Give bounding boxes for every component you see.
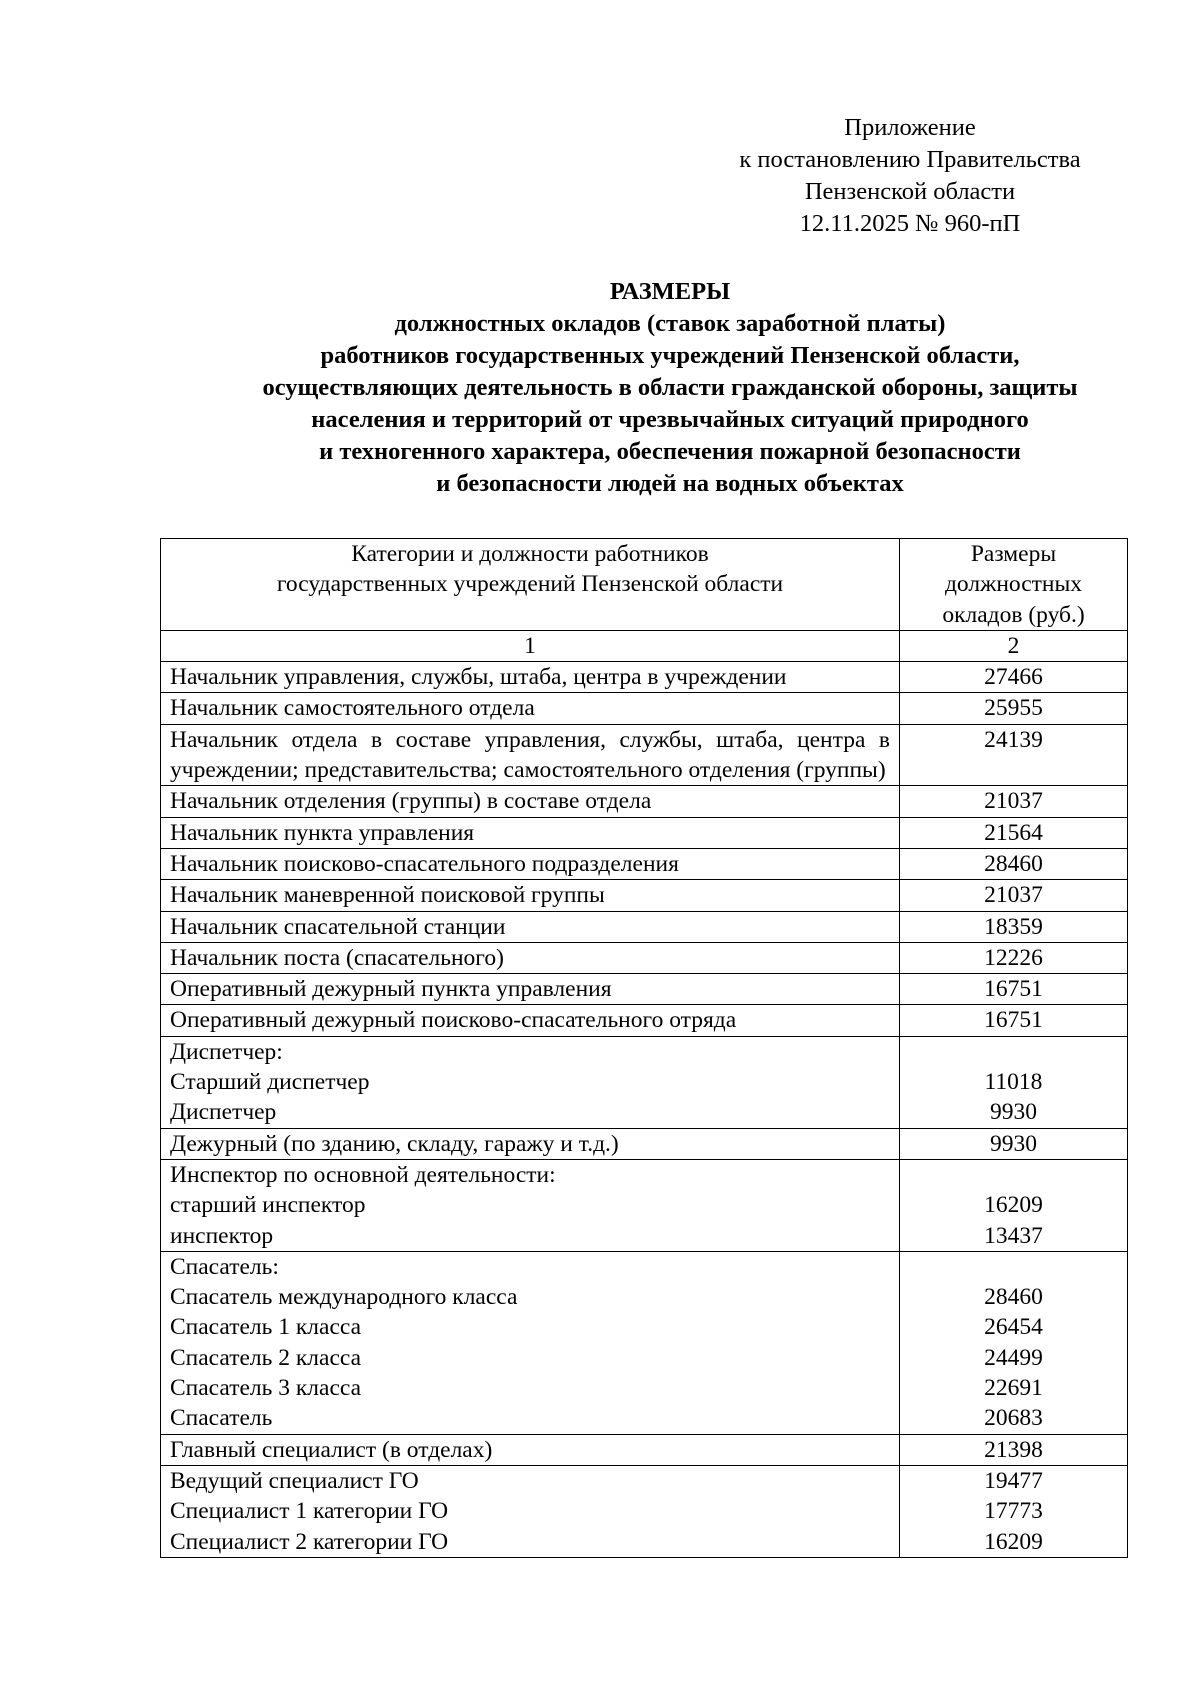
table-row-group-rescuer xyxy=(161,1251,1128,1434)
header-category: Категории и должности работников государственных учреждений Пензенской области xyxy=(161,539,900,631)
table-row xyxy=(161,1128,1128,1159)
position-label: Начальник отдела в составе управления, службы, штаба, центра в учреждении; представительства; самостоятельного отделения (группы) xyxy=(161,724,900,786)
salary-value: 28460 xyxy=(984,1284,1043,1311)
group-labels xyxy=(161,1465,900,1557)
salary-value: 16209 xyxy=(984,1528,1043,1555)
salary-value: 11018 xyxy=(984,1069,1043,1096)
salary-value: 25955 xyxy=(900,693,1128,724)
salary-value: 26454 xyxy=(984,1314,1043,1341)
salary-value: 24499 xyxy=(984,1344,1043,1371)
salary-value: 17773 xyxy=(984,1498,1043,1525)
position-label: Главный специалист (в отделах) xyxy=(161,1434,900,1465)
salary-value: 13437 xyxy=(984,1222,1043,1249)
group-heading: Спасатель: xyxy=(170,1253,279,1280)
position-label: Начальник поста (спасательного) xyxy=(161,942,900,973)
salary-value: 28460 xyxy=(900,848,1128,879)
salary-value: 9930 xyxy=(990,1099,1037,1126)
appendix-region: Пензенской области xyxy=(804,178,1016,205)
position-label: старший инспектор xyxy=(170,1192,366,1219)
group-values xyxy=(900,1251,1128,1434)
salary-value: 19477 xyxy=(984,1467,1043,1494)
salary-value: 16751 xyxy=(900,974,1128,1005)
position-label: Ведущий специалист ГО xyxy=(170,1467,419,1494)
salary-value: 20683 xyxy=(984,1405,1043,1432)
position-label: Диспетчер xyxy=(170,1099,277,1126)
salary-value: 9930 xyxy=(900,1128,1128,1159)
table-row-group-dispatcher xyxy=(161,1036,1128,1128)
title-line: населения и территорий от чрезвычайных ситуаций природного xyxy=(311,406,1029,433)
table-row xyxy=(161,662,1128,693)
position-label: Дежурный (по зданию, складу, гаражу и т.д.) xyxy=(161,1128,900,1159)
salary-table xyxy=(160,538,1128,1558)
group-labels xyxy=(161,1251,900,1434)
title-line: работников государственных учреждений Пензенской области, xyxy=(320,342,1020,369)
salary-value: 21398 xyxy=(900,1434,1128,1465)
table-row xyxy=(161,817,1128,848)
position-label: Спасатель 3 класса xyxy=(170,1375,362,1402)
position-label: Начальник пункта управления xyxy=(161,817,900,848)
position-label: инспектор xyxy=(170,1222,274,1249)
table-row xyxy=(161,848,1128,879)
group-heading: Инспектор по основной деятельности: xyxy=(170,1161,556,1188)
position-label: Специалист 1 категории ГО xyxy=(170,1498,449,1525)
position-label: Специалист 2 категории ГО xyxy=(170,1528,449,1555)
salary-value: 21037 xyxy=(900,880,1128,911)
table-row xyxy=(161,942,1128,973)
position-label: Спасатель 2 класса xyxy=(170,1344,362,1371)
position-label: Начальник самостоятельного отдела xyxy=(161,693,900,724)
salary-value: 18359 xyxy=(900,911,1128,942)
position-label: Спасатель 1 класса xyxy=(170,1314,362,1341)
column-number: 1 xyxy=(161,630,900,661)
column-number-row xyxy=(161,630,1128,661)
appendix-header xyxy=(700,112,1120,240)
position-label: Начальник спасательной станции xyxy=(161,911,900,942)
position-label: Начальник поисково-спасательного подразделения xyxy=(161,848,900,879)
position-label: Оперативный дежурный поисково-спасательного отряда xyxy=(161,1005,900,1036)
table-row xyxy=(161,693,1128,724)
title-line: и техногенного характера, обеспечения пожарной безопасности xyxy=(319,438,1021,465)
salary-value: 16209 xyxy=(984,1192,1043,1219)
table-header-row xyxy=(161,539,1128,631)
position-label: Оперативный дежурный пункта управления xyxy=(161,974,900,1005)
column-number: 2 xyxy=(900,630,1128,661)
position-label: Спасатель xyxy=(170,1405,273,1432)
appendix-label: Приложение xyxy=(844,114,976,141)
table-row-group-inspector xyxy=(161,1159,1128,1251)
salary-value: 22691 xyxy=(984,1375,1043,1402)
header-salary: Размеры должностных окладов (руб.) xyxy=(900,539,1128,631)
group-heading: Диспетчер: xyxy=(170,1038,283,1065)
table-row xyxy=(161,1434,1128,1465)
appendix-reference: к постановлению Правительства xyxy=(739,146,1081,173)
group-labels xyxy=(161,1159,900,1251)
salary-value: 24139 xyxy=(900,724,1128,786)
salary-value: 16751 xyxy=(900,1005,1128,1036)
document-title xyxy=(150,276,1190,500)
title-line: осуществляющих деятельность в области гражданской обороны, защиты xyxy=(262,374,1078,401)
position-label: Начальник маневренной поисковой группы xyxy=(161,880,900,911)
table-row-group-go xyxy=(161,1465,1128,1557)
title-line: должностных окладов (ставок заработной платы) xyxy=(394,310,946,337)
group-values xyxy=(900,1465,1128,1557)
position-label: Начальник отделения (группы) в составе отдела xyxy=(161,786,900,817)
title-line: и безопасности людей на водных объектах xyxy=(436,470,904,497)
appendix-date-number: 12.11.2025 № 960-пП xyxy=(799,210,1021,237)
position-label: Старший диспетчер xyxy=(170,1069,370,1096)
position-label: Начальник управления, службы, штаба, центра в учреждении xyxy=(161,662,900,693)
title-line: РАЗМЕРЫ xyxy=(609,278,731,305)
table-row xyxy=(161,786,1128,817)
salary-value: 21037 xyxy=(900,786,1128,817)
table-row xyxy=(161,880,1128,911)
group-values xyxy=(900,1036,1128,1128)
group-values xyxy=(900,1159,1128,1251)
table-row xyxy=(161,911,1128,942)
position-label: Спасатель международного класса xyxy=(170,1284,518,1311)
group-labels xyxy=(161,1036,900,1128)
table-row xyxy=(161,1005,1128,1036)
salary-value: 12226 xyxy=(900,942,1128,973)
table-row xyxy=(161,974,1128,1005)
table-row xyxy=(161,724,1128,786)
salary-value: 21564 xyxy=(900,817,1128,848)
salary-value: 27466 xyxy=(900,662,1128,693)
